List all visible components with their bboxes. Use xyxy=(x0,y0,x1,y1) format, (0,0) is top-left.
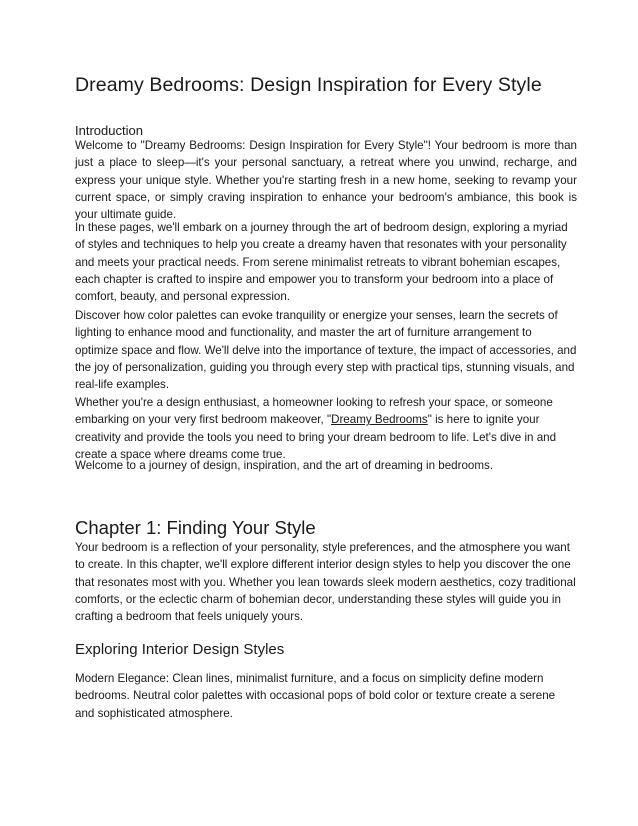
chapter-1-heading: Chapter 1: Finding Your Style xyxy=(75,517,316,538)
modern-elegance-paragraph: Modern Elegance: Clean lines, minimalist furniture, and a focus on simplicity define modern bedrooms. Neutral color palettes with occasional pops of bold color or texture create a serene and sophisticated atmosphere. xyxy=(75,672,556,720)
introduction-heading: Introduction xyxy=(75,123,143,138)
intro-paragraph-2: In these pages, we'll embark on a journey through the art of bedroom design, exploring a myriad of styles and techniques to help you create a dreamy haven that resonates with your personality and meets your practical needs. From serene minimalist retreats to vibrant bohemian escapes, each chapter is crafted to inspire and empower you to transform your bedroom into a place of comfort, beauty, and personal expression. xyxy=(75,221,568,304)
chapter-1-paragraph: Your bedroom is a reflection of your personality, style preferences, and the atmosphere you want to create. In this chapter, we'll explore different interior design styles to help you discover the one that resonates most with you. Whether you lean towards sleek modern aesthetics, cozy traditional comforts, or the eclectic charm of bohemian decor, understanding these styles will guide you in crafting a bedroom that feels uniquely yours. xyxy=(75,541,576,624)
intro-paragraph-5: Welcome to a journey of design, inspiration, and the art of dreaming in bedrooms. xyxy=(75,459,494,472)
intro-paragraph-3: Discover how color palettes can evoke tranquility or energize your senses, learn the secrets of lighting to enhance mood and functionality, and master the art of furniture arrangement to optimize space and flow. We'll delve into the importance of texture, the impact of accessories, and the joy of personalization, guiding you through every step with practical tips, stunning visuals, and real-life examples. xyxy=(75,309,577,392)
intro-paragraph-4-text-after: " is here to ignite your creativity and provide the tools you need to bring your dream bedroom to life. Let's dive in and create a space where dreams come true. xyxy=(75,413,557,461)
design-styles-heading: Exploring Interior Design Styles xyxy=(75,641,285,658)
intro-paragraph-4 xyxy=(75,394,577,463)
intro-paragraph-1: Welcome to "Dreamy Bedrooms: Design Inspiration for Every Style"! Your bedroom is more than just a place to sleep—it's your personal sanctuary, a retreat where you unwind, recharge, and express your unique style. Whether you're starting fresh in a new home, seeking to revamp your current space, or simply craving inspiration to enhance your bedroom's ambiance, this book is your ultimate guide. xyxy=(75,139,577,222)
document-title: Dreamy Bedrooms: Design Inspiration for Every Style xyxy=(75,74,542,96)
dreamy-bedrooms-link[interactable]: Dreamy Bedrooms xyxy=(331,413,428,427)
intro-paragraph-4-text-before: Whether you're a design enthusiast, a homeowner looking to refresh your space, or someone embarking on your very first bedroom makeover, " xyxy=(75,396,553,427)
